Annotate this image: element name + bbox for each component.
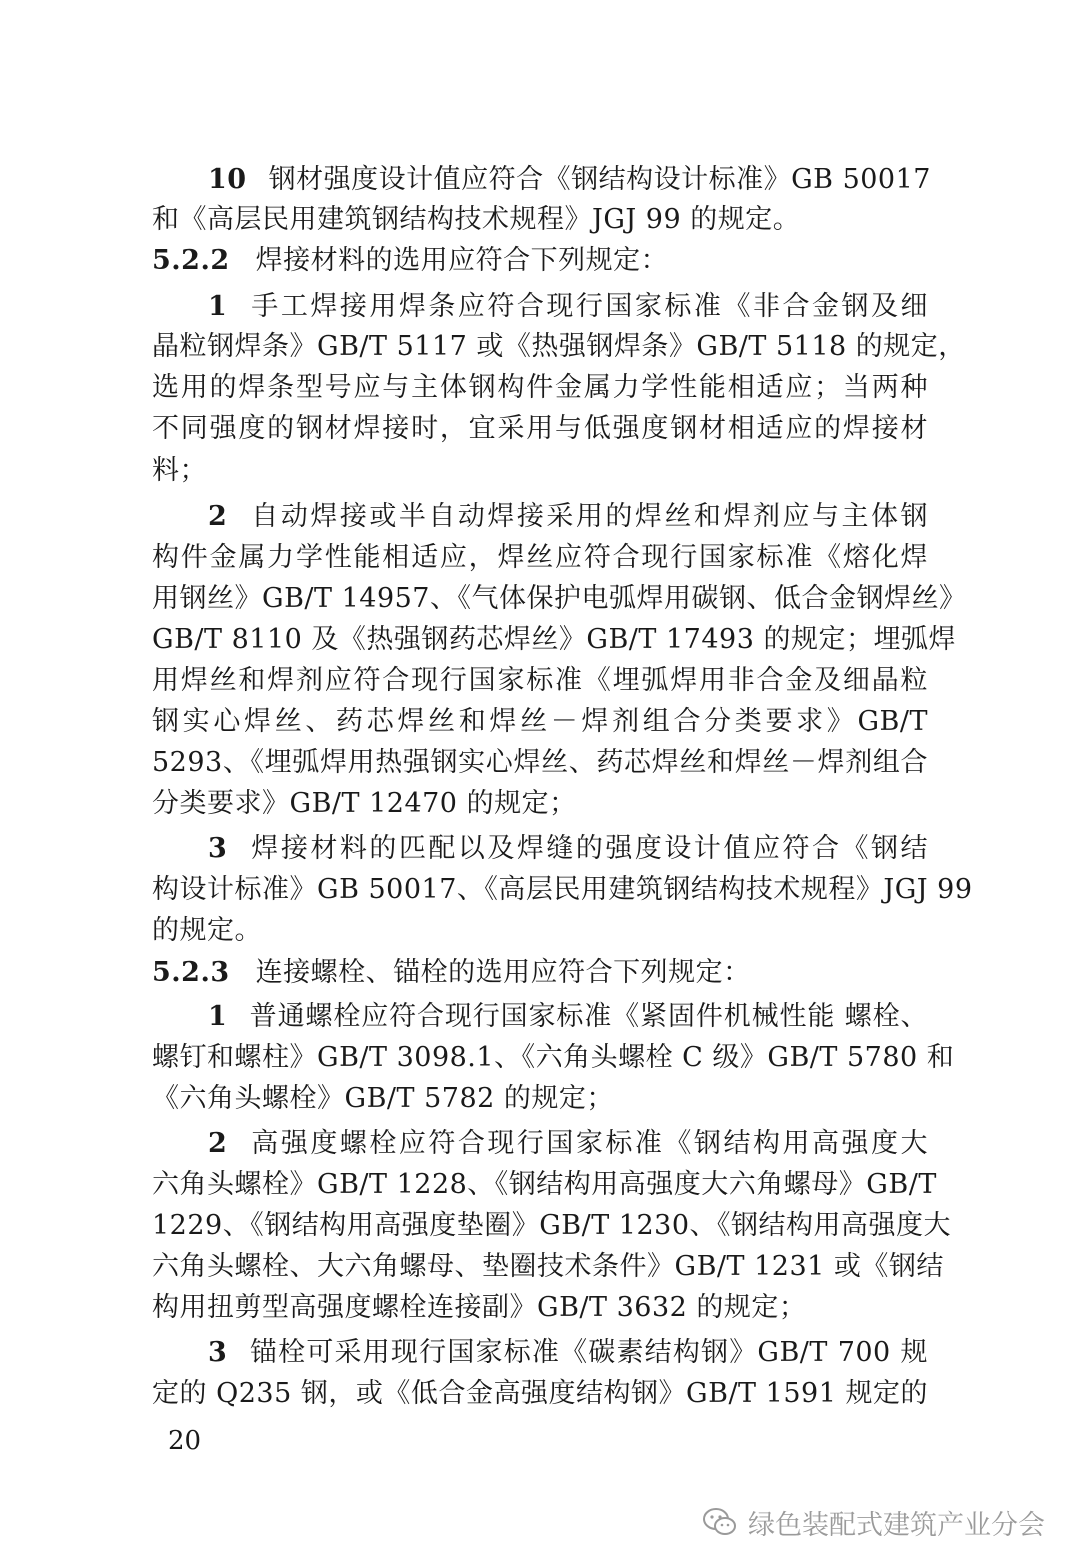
text-line: 3 焊接材料的匹配以及焊缝的强度设计值应符合《钢结 bbox=[208, 833, 928, 864]
text-line: 用钢丝》GB/T 14957、《气体保护电弧焊用碳钢、低合金钢焊丝》 bbox=[152, 583, 967, 614]
text-line: 的规定。 bbox=[152, 915, 262, 946]
section-number: 5.2.2 bbox=[152, 245, 230, 276]
text-line: 选用的焊条型号应与主体钢构件金属力学性能相适应；当两种 bbox=[152, 372, 928, 403]
text-line: 1 普通螺栓应符合现行国家标准《紧固件机械性能 螺栓、 bbox=[208, 1001, 928, 1032]
item-number: 1 bbox=[208, 291, 228, 322]
text-line: 2 高强度螺栓应符合现行国家标准《钢结构用高强度大 bbox=[208, 1128, 928, 1159]
text-line: 2 自动焊接或半自动焊接采用的焊丝和焊剂应与主体钢 bbox=[208, 501, 928, 532]
item-number: 3 bbox=[208, 1337, 228, 1368]
text-line: 1229、《钢结构用高强度垫圈》GB/T 1230、《钢结构用高强度大 bbox=[152, 1210, 952, 1241]
text-line: 5293、《埋弧焊用热强钢实心焊丝、药芯焊丝和焊丝－焊剂组合 bbox=[152, 747, 928, 778]
item-number: 2 bbox=[208, 1128, 228, 1159]
text-line: 料； bbox=[152, 455, 207, 486]
text-line: 定的 Q235 钢，或《低合金高强度结构钢》GB/T 1591 规定的 bbox=[152, 1378, 928, 1409]
text-line: 六角头螺栓》GB/T 1228、《钢结构用高强度大六角螺母》GB/T bbox=[152, 1169, 937, 1200]
text-line: 用焊丝和焊剂应符合现行国家标准《埋弧焊用非合金及细晶粒 bbox=[152, 665, 928, 696]
text-line: 和《高层民用建筑钢结构技术规程》JGJ 99 的规定。 bbox=[152, 204, 801, 235]
text-line: 构设计标准》GB 50017、《高层民用建筑钢结构技术规程》JGJ 99 bbox=[152, 874, 973, 905]
text-line: 《六角头螺栓》GB/T 5782 的规定； bbox=[152, 1083, 614, 1114]
text-line: 钢实心焊丝、药芯焊丝和焊丝－焊剂组合分类要求》GB/T bbox=[152, 706, 928, 737]
item-number: 1 bbox=[208, 1001, 228, 1032]
text-line: 螺钉和螺柱》GB/T 3098.1、《六角头螺栓 C 级》GB/T 5780 和 bbox=[152, 1042, 955, 1073]
text-line: 1 手工焊接用焊条应符合现行国家标准《非合金钢及细 bbox=[208, 291, 928, 322]
section-heading: 5.2.3 连接螺栓、锚栓的选用应符合下列规定： bbox=[152, 957, 751, 988]
text-line: 晶粒钢焊条》GB/T 5117 或《热强钢焊条》GB/T 5118 的规定， bbox=[152, 331, 966, 362]
text-line: 3 锚栓可采用现行国家标准《碳素结构钢》GB/T 700 规 bbox=[208, 1337, 928, 1368]
page-number: 20 bbox=[168, 1426, 202, 1456]
text-line: GB/T 8110 及《热强钢药芯焊丝》GB/T 17493 的规定；埋弧焊 bbox=[152, 624, 956, 655]
item-number: 2 bbox=[208, 501, 228, 532]
text-line: 六角头螺栓、大六角螺母、垫圈技术条件》GB/T 1231 或《钢结 bbox=[152, 1251, 944, 1282]
text-line: 10 钢材强度设计值应符合《钢结构设计标准》GB 50017 bbox=[208, 164, 931, 195]
wechat-icon bbox=[700, 1502, 740, 1542]
item-number: 3 bbox=[208, 833, 228, 864]
section-heading: 5.2.2 焊接材料的选用应符合下列规定： bbox=[152, 245, 669, 276]
section-number: 5.2.3 bbox=[152, 957, 230, 988]
watermark-text: 绿色装配式建筑产业分会 bbox=[748, 1509, 1045, 1541]
text-line: 构件金属力学性能相适应，焊丝应符合现行国家标准《熔化焊 bbox=[152, 542, 928, 573]
text-line: 不同强度的钢材焊接时，宜采用与低强度钢材相适应的焊接材 bbox=[152, 413, 928, 444]
watermark bbox=[700, 1500, 1045, 1544]
clause-number: 10 bbox=[208, 164, 247, 195]
text-line: 分类要求》GB/T 12470 的规定； bbox=[152, 788, 577, 819]
text-line: 构用扭剪型高强度螺栓连接副》GB/T 3632 的规定； bbox=[152, 1292, 807, 1323]
